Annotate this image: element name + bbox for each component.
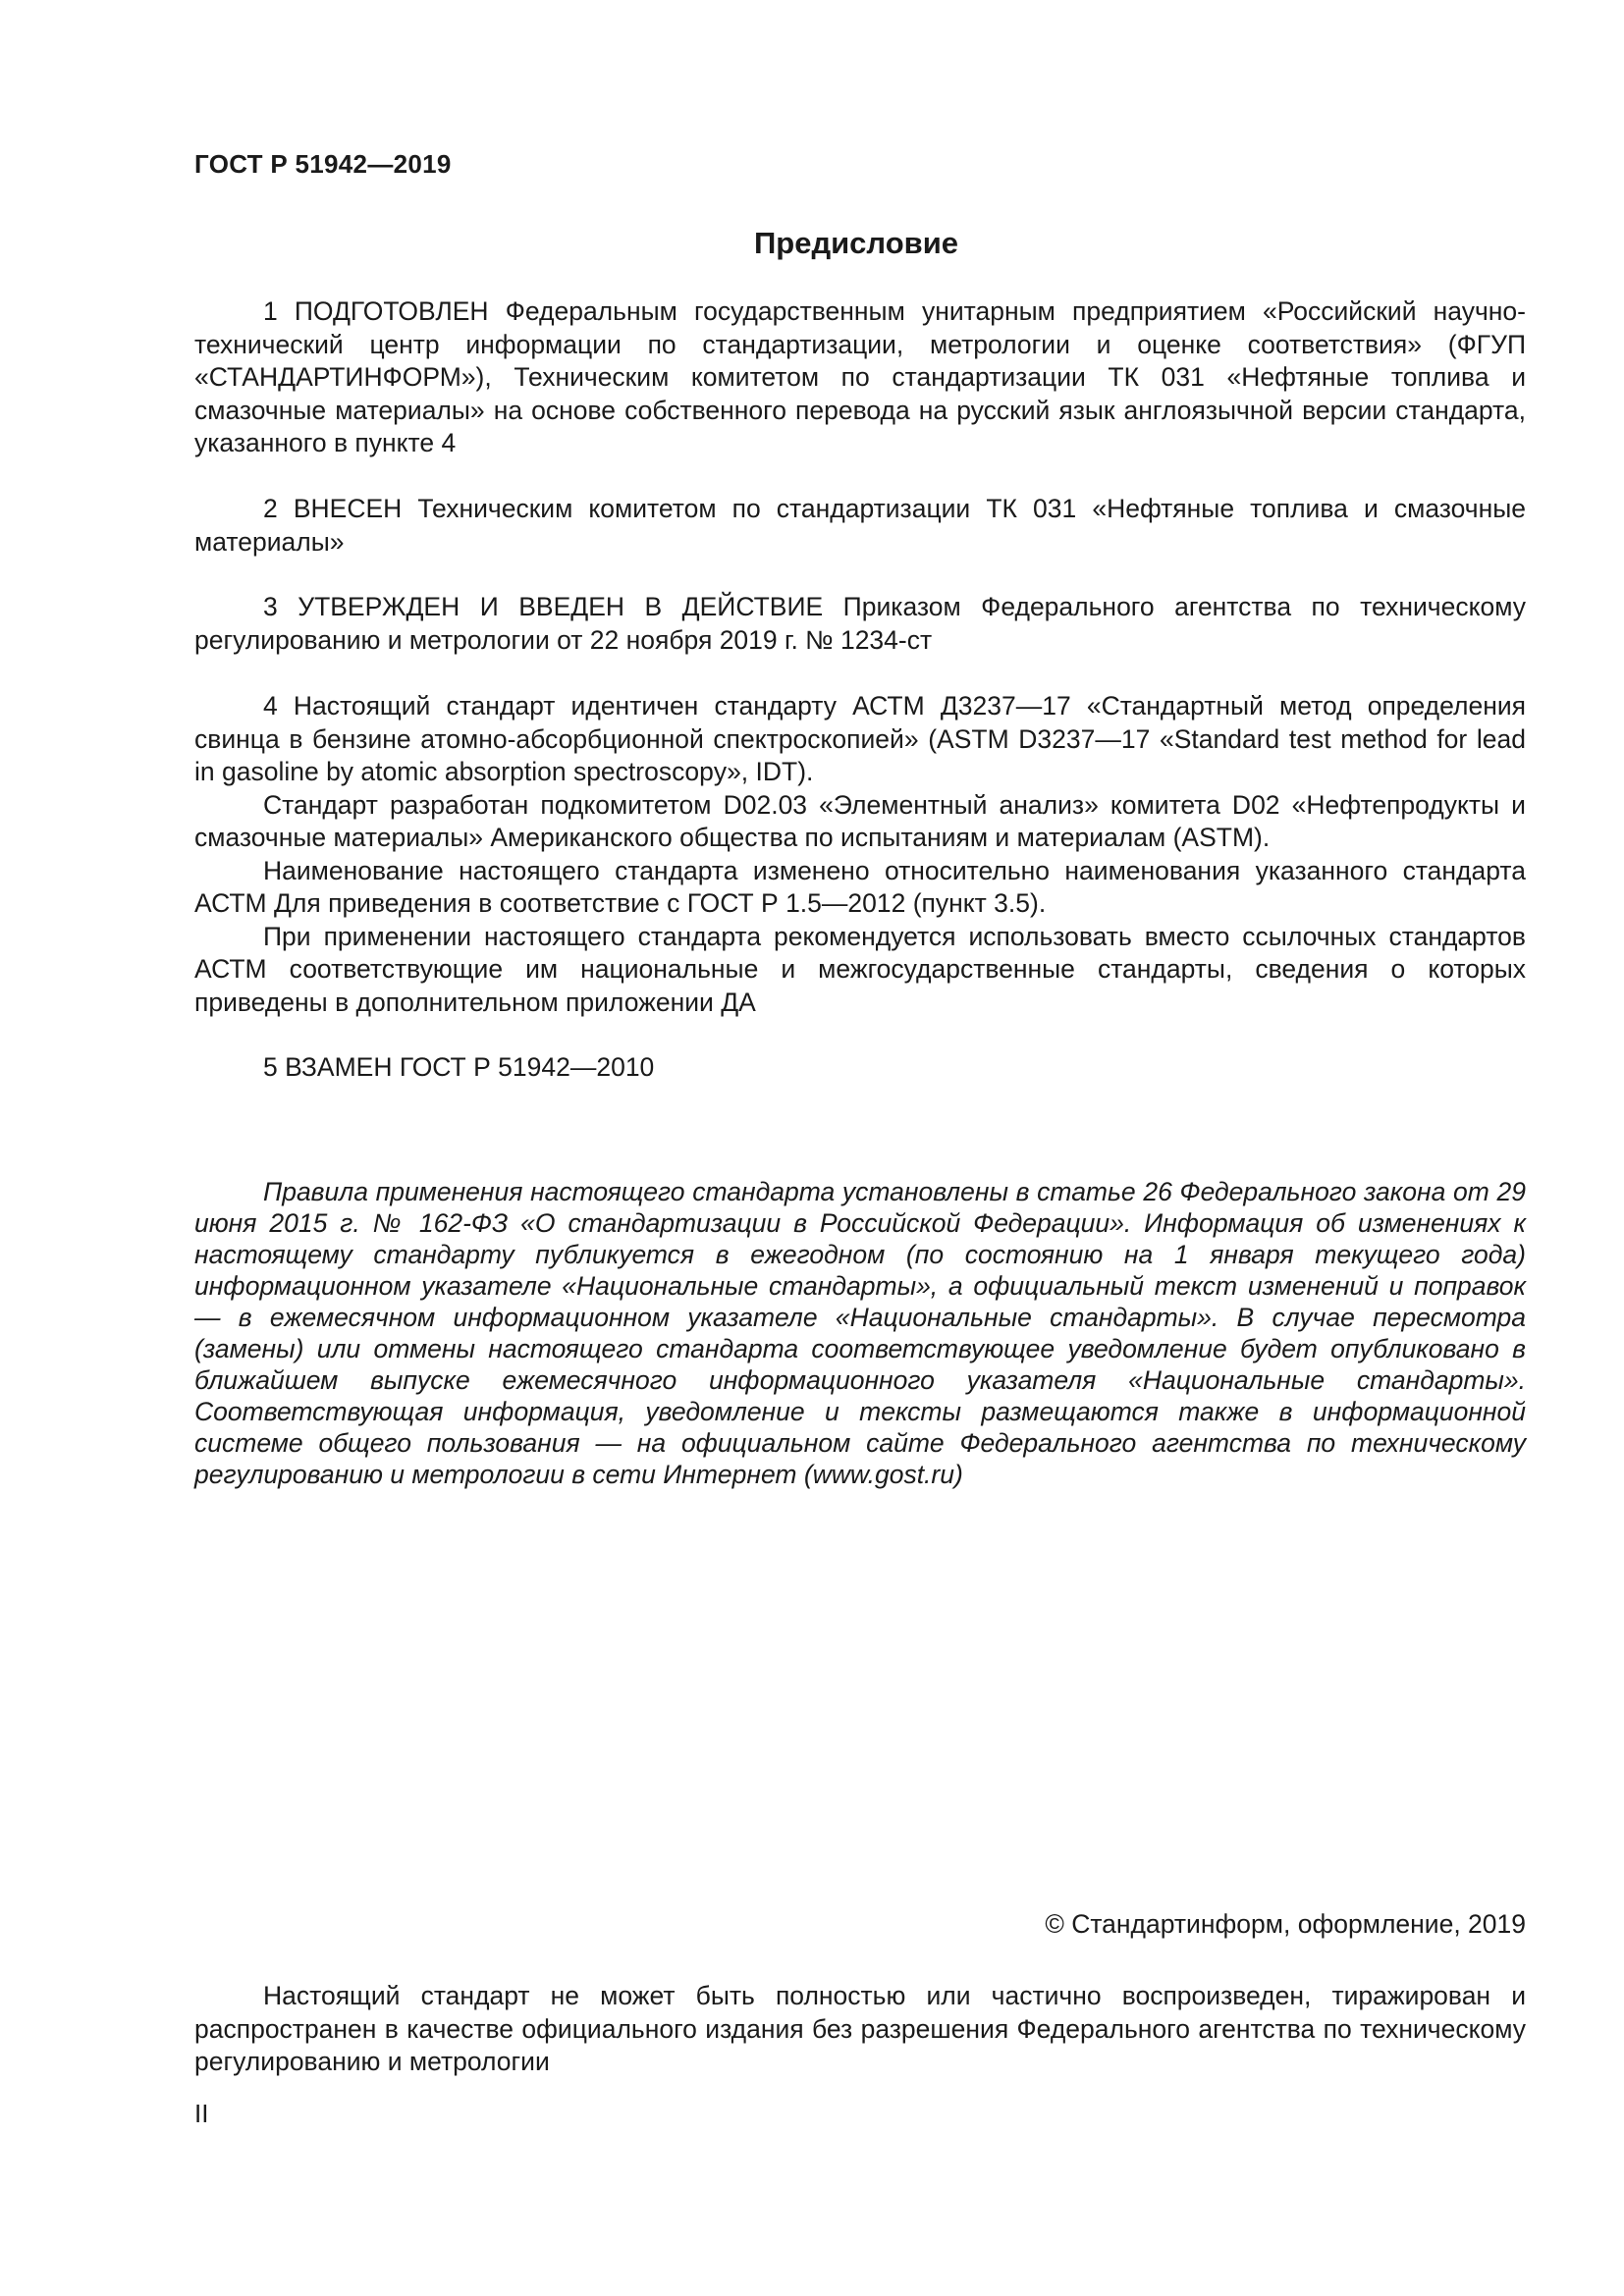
foreword-item-3-text: 3 УТВЕРЖДЕН И ВВЕДЕН В ДЕЙСТВИЕ Приказом Федерального агентства по техническому регулированию и метрологии от 22 ноября 2019 г. № 1234-ст xyxy=(194,592,1526,655)
reproduction-notice: Настоящий стандарт не может быть полностью или частично воспроизведен, тиражирован и распространен в качестве официального издания без разрешения Федерального агентства по техническому регулированию и метрологии xyxy=(194,1981,1526,2076)
foreword-item-4 xyxy=(194,690,1526,1019)
foreword-item-1-text: 1 ПОДГОТОВЛЕН Федеральным государственным унитарным предприятием «Российский научно-технический центр информации по стандартизации, метрологии и оценке соответствия» (ФГУП «СТАНДАРТИНФОРМ»), Техническим комитетом по стандартизации ТК 031 «Нефтяные топлива и смазочные материалы» на основе собственного перевода на русский язык англоязычной версии стандарта, указанного в пункте 4 xyxy=(194,296,1526,457)
foreword-item-5 xyxy=(194,1051,1526,1085)
foreword-item-4-references: При применении настоящего стандарта рекомендуется использовать вместо ссылочных стандартов АСТМ соответствующие им национальные и межгосударственные стандарты, сведения о которых приведены в дополнительном приложении ДА xyxy=(194,921,1526,1017)
foreword-item-4-text: 4 Настоящий стандарт идентичен стандарту АСТМ Д3237—17 «Стандартный метод определения свинца в бензине атомно-абсорбционной спектроскопией» (ASTM D3237—17 «Standard test method for lead in gasoline by atomic absorption spectroscopy», IDT). xyxy=(194,691,1526,786)
copyright-line: © Стандартинформ, оформление, 2019 xyxy=(1045,1909,1526,1939)
foreword-item-1 xyxy=(194,295,1526,460)
foreword-item-4-subcommittee: Стандарт разработан подкомитетом D02.03 «Элементный анализ» комитета D02 «Нефтепродукты и смазочные материалы» Американского общества по испытаниям и материалам (ASTM). xyxy=(194,789,1526,852)
page-title: Предисловие xyxy=(753,226,958,260)
page-number: II xyxy=(194,2099,209,2128)
foreword-item-5-text: 5 ВЗАМЕН ГОСТ Р 51942—2010 xyxy=(263,1052,655,1082)
foreword-item-3 xyxy=(194,591,1526,657)
document-code: ГОСТ Р 51942—2019 xyxy=(194,149,452,179)
foreword-item-2 xyxy=(194,493,1526,559)
foreword-item-2-text: 2 ВНЕСЕН Техническим комитетом по стандартизации ТК 031 «Нефтяные топлива и смазочные материалы» xyxy=(194,494,1526,557)
foreword-item-4-name-change: Наименование настоящего стандарта изменено относительно наименования указанного стандарта АСТМ Для приведения в соответствие с ГОСТ Р 1.5—2012 (пункт 3.5). xyxy=(194,855,1526,918)
rules-notice: Правила применения настоящего стандарта установлены в статье 26 Федерального закона от 29 июня 2015 г. № 162-ФЗ «О стандартизации в Российской Федерации». Информация об изменениях к настоящему стандарту публикуется в ежегодном (по состоянию на 1 января текущего года) информационном указателе «Национальные стандарты», а официальный текст изменений и поправок — в ежемесячном информационном указателе «Национальные стандарты». В случае пересмотра (замены) или отмены настоящего стандарта соответствующее уведомление будет опубликовано в ближайшем выпуске ежемесячного информационного указателя «Национальные стандарты». Соответствующая информация, уведомление и тексты размещаются также в информационной системе общего пользования — на официальном сайте Федерального агентства по техническому регулированию и метрологии в сети Интернет (www.gost.ru) xyxy=(194,1177,1526,1489)
